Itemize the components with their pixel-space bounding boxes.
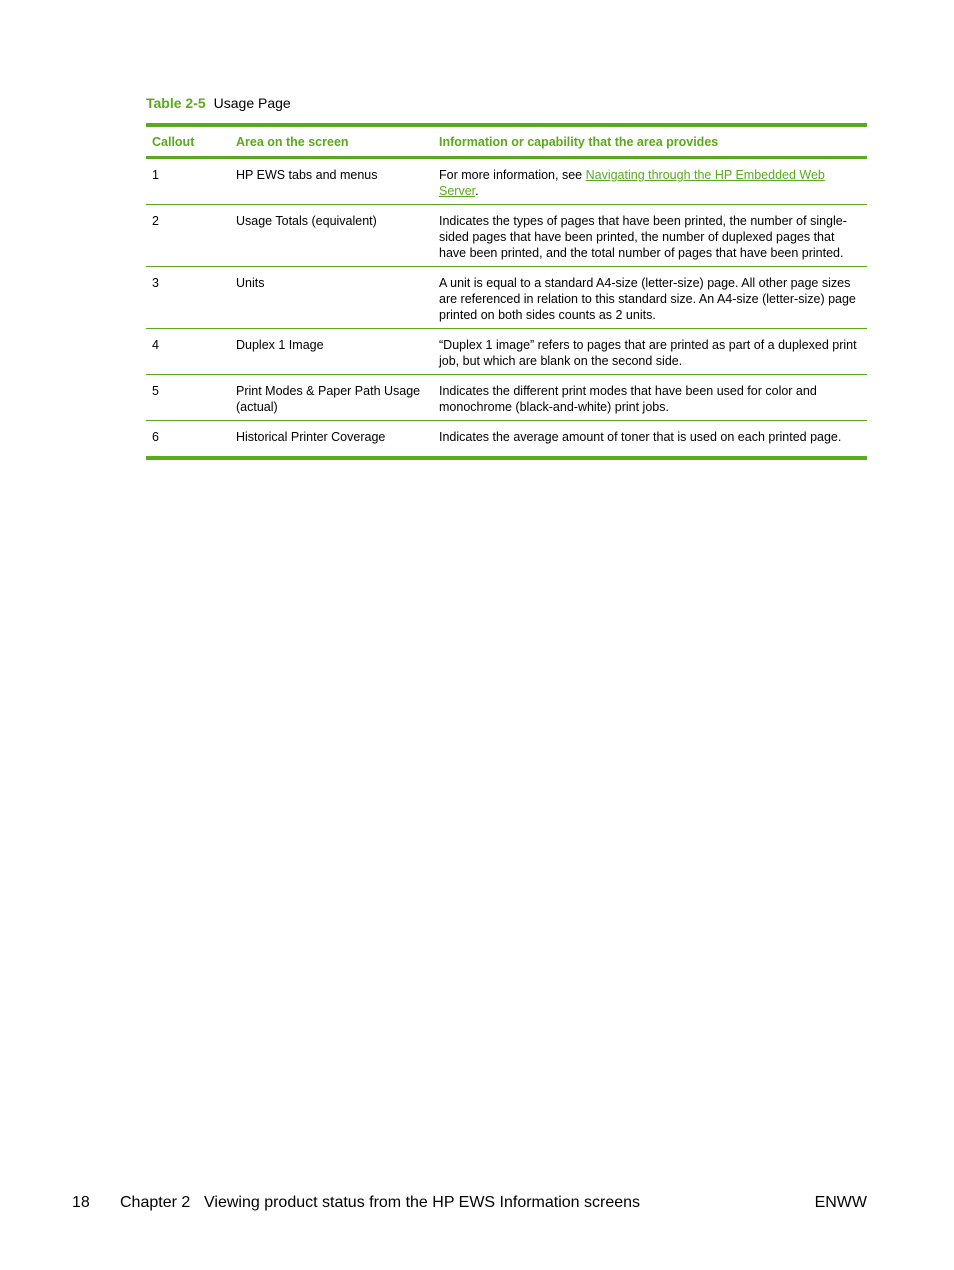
- info-cell: [434, 167, 867, 199]
- table-row: [146, 267, 867, 329]
- chapter-label: Chapter 2: [120, 1194, 191, 1211]
- area-cell: Duplex 1 Image: [236, 338, 324, 352]
- header-information: Information or capability that the area provides: [439, 135, 719, 149]
- info-text-end: .: [475, 184, 479, 198]
- table-header-row: [146, 127, 867, 159]
- header-area: Area on the screen: [236, 135, 349, 149]
- callout-cell: 5: [152, 384, 159, 398]
- page-number: 18: [72, 1194, 90, 1211]
- header-callout: Callout: [152, 135, 195, 149]
- usage-page-table: [146, 123, 867, 460]
- area-cell: HP EWS tabs and menus: [236, 168, 378, 182]
- chapter-title: Viewing product status from the HP EWS Information screens: [204, 1194, 641, 1211]
- info-cell: Indicates the average amount of toner that is used on each printed page.: [439, 430, 842, 444]
- area-cell: Historical Printer Coverage: [236, 430, 386, 444]
- navigating-ews-link[interactable]: Navigating through the HP Embedded Web Server: [439, 168, 825, 198]
- locale-label: ENWW: [814, 1194, 867, 1211]
- table-title: Usage Page: [213, 95, 291, 111]
- info-cell: Indicates the different print modes that have been used for color and monochrome (black-and-white) print jobs.: [439, 384, 817, 414]
- table-row: [146, 329, 867, 375]
- callout-cell: 3: [152, 276, 159, 290]
- area-cell: Units: [236, 276, 265, 290]
- callout-cell: 1: [152, 168, 159, 182]
- info-cell: Indicates the types of pages that have been printed, the number of single-sided pages that have been printed, the number of duplexed pages that have been printed, and the total number of pages that have been printed.: [439, 214, 847, 260]
- info-text: For more information, see: [439, 168, 586, 182]
- table-row: [146, 159, 867, 205]
- area-cell: Usage Totals (equivalent): [236, 214, 377, 228]
- info-cell: “Duplex 1 image” refers to pages that are printed as part of a duplexed print job, but which are blank on the second side.: [439, 338, 857, 368]
- callout-cell: 2: [152, 214, 159, 228]
- table-row: [146, 205, 867, 267]
- table-row: [146, 421, 867, 456]
- info-cell: A unit is equal to a standard A4-size (letter-size) page. All other page sizes are referenced in relation to this standard size. An A4-size (letter-size) page printed on both sides counts as 2 units.: [439, 276, 856, 322]
- callout-cell: 6: [152, 430, 159, 444]
- table-number: Table 2-5: [146, 95, 206, 111]
- table-caption: [146, 94, 291, 112]
- table-row: [146, 375, 867, 421]
- area-cell: Print Modes & Paper Path Usage (actual): [236, 384, 421, 414]
- callout-cell: 4: [152, 338, 159, 352]
